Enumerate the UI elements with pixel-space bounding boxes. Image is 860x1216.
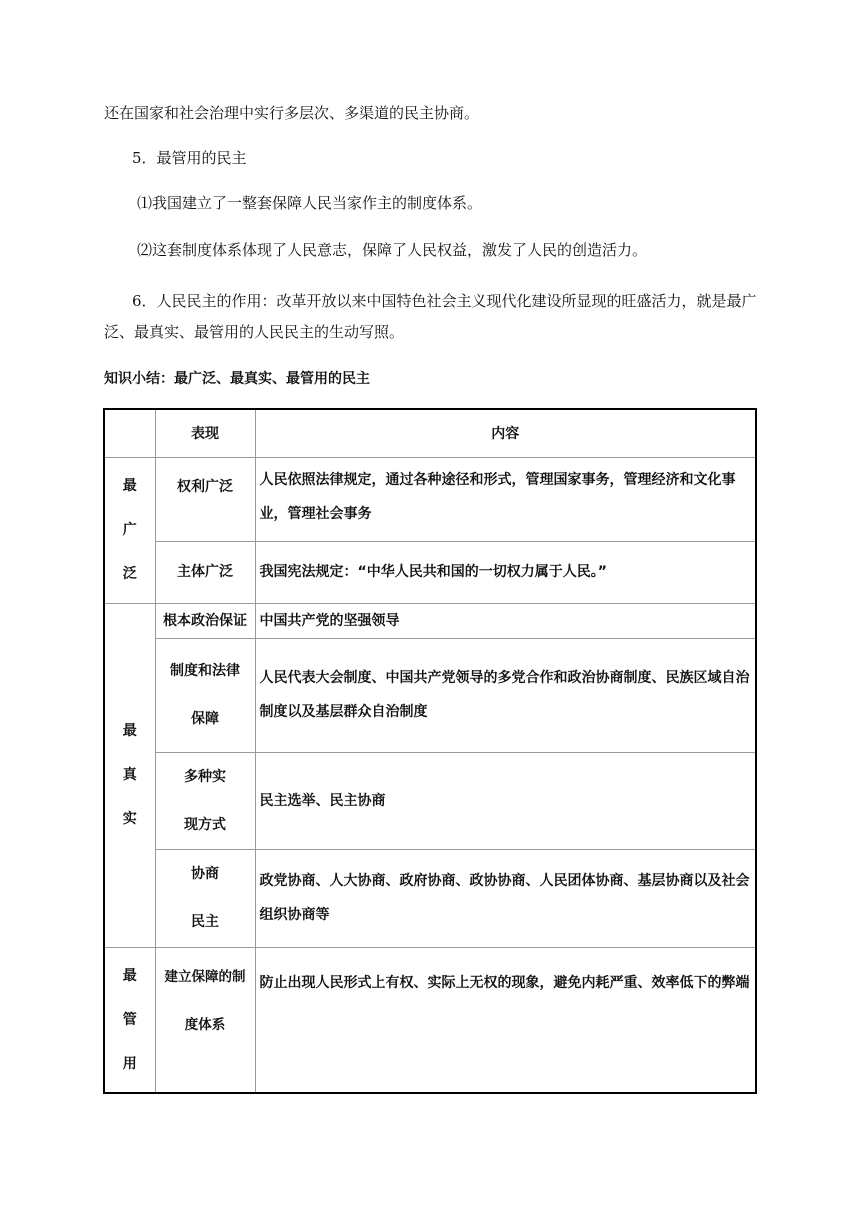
row-label-line: 协商 bbox=[191, 866, 219, 882]
row-label bbox=[155, 947, 255, 1093]
section-5-item-2: ⑵这套制度体系体现了人民意志，保障了人民权益，激发了人民的创造活力。 bbox=[137, 241, 648, 259]
row-label bbox=[155, 752, 255, 849]
row-label-line: 民主 bbox=[191, 914, 219, 930]
knowledge-summary-table bbox=[103, 408, 757, 1094]
row-label bbox=[155, 849, 255, 947]
header-blank-cell bbox=[104, 409, 155, 457]
group-char: 真 bbox=[122, 767, 137, 783]
table-row bbox=[104, 603, 756, 638]
row-label-line: 多种实 bbox=[184, 768, 226, 785]
group-char: 最 bbox=[122, 478, 137, 494]
header-manifestation: 表现 bbox=[155, 409, 255, 457]
row-label-line: 主体广泛 bbox=[177, 564, 233, 580]
table-row bbox=[104, 638, 756, 752]
section-6-paragraph: 6．人民民主的作用：改革开放以来中国特色社会主义现代化建设所显现的旺盛活力，就是最广泛、最真实、最管用的人民民主的生动写照。 bbox=[104, 292, 757, 341]
row-label-line: 制度和法律 bbox=[170, 663, 240, 679]
row-content: 民主选举、民主协商 bbox=[255, 752, 756, 849]
row-label bbox=[155, 638, 255, 752]
group-cell-truest bbox=[104, 603, 155, 947]
group-char: 广 bbox=[122, 522, 137, 538]
group-char: 管 bbox=[122, 1011, 137, 1028]
table-row bbox=[104, 752, 756, 849]
table-row bbox=[104, 947, 756, 1093]
row-label-line: 现方式 bbox=[184, 816, 226, 833]
group-cell-broadest bbox=[104, 457, 155, 603]
header-content: 内容 bbox=[255, 409, 756, 457]
table-header-row bbox=[104, 409, 756, 457]
summary-title: 知识小结：最广泛、最真实、最管用的民主 bbox=[104, 371, 370, 387]
group-char: 用 bbox=[122, 1055, 137, 1072]
group-char: 最 bbox=[122, 723, 137, 739]
section-5-title: 5．最管用的民主 bbox=[132, 149, 247, 167]
table-row bbox=[104, 849, 756, 947]
paragraph-continuation: 还在国家和社会治理中实行多层次、多渠道的民主协商。 bbox=[104, 104, 480, 122]
row-label-line: 权利广泛 bbox=[177, 478, 233, 495]
row-content: 人民代表大会制度、中国共产党领导的多党合作和政治协商制度、民族区域自治制度以及基层群众自治制度 bbox=[255, 638, 756, 752]
group-char: 泛 bbox=[122, 566, 137, 582]
row-content: 防止出现人民形式上有权、实际上无权的现象，避免内耗严重、效率低下的弊端 bbox=[255, 947, 756, 1093]
section-5-item-1: ⑴我国建立了一整套保障人民当家作主的制度体系。 bbox=[137, 194, 483, 212]
table-row bbox=[104, 541, 756, 603]
row-label-line: 根本政治保证 bbox=[163, 612, 247, 629]
row-label-line: 度体系 bbox=[184, 1016, 226, 1033]
group-char: 最 bbox=[122, 967, 137, 984]
row-content: 中国共产党的坚强领导 bbox=[255, 603, 756, 638]
row-label-line: 保障 bbox=[191, 711, 219, 727]
row-label bbox=[155, 541, 255, 603]
group-cell-most-useful bbox=[104, 947, 155, 1093]
group-char: 实 bbox=[122, 811, 137, 827]
row-label bbox=[155, 457, 255, 541]
row-label bbox=[155, 603, 255, 638]
row-content: 政党协商、人大协商、政府协商、政协协商、人民团体协商、基层协商以及社会组织协商等 bbox=[255, 849, 756, 947]
table-row bbox=[104, 457, 756, 541]
row-content: 我国宪法规定：“中华人民共和国的一切权力属于人民。” bbox=[255, 541, 756, 603]
row-content: 人民依照法律规定，通过各种途径和形式，管理国家事务，管理经济和文化事业，管理社会事务 bbox=[255, 457, 756, 541]
row-label-line: 建立保障的制 bbox=[164, 968, 246, 985]
